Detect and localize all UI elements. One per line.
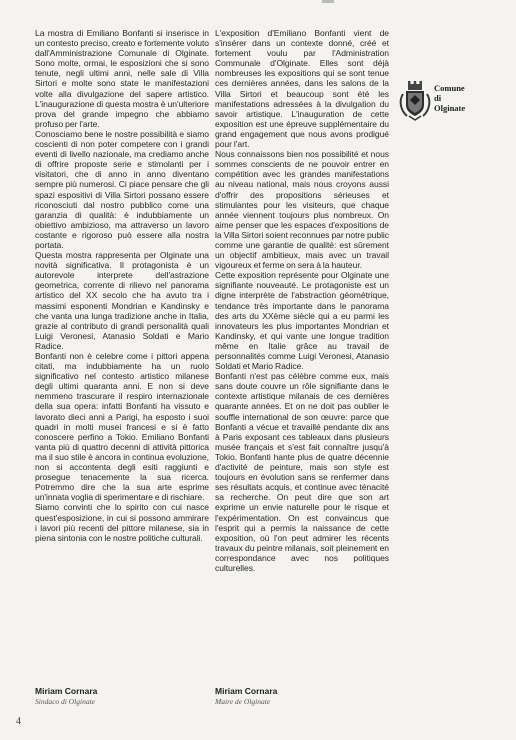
comune-line-2: di (434, 93, 442, 103)
page-number: 4 (16, 716, 21, 727)
french-signature (215, 686, 277, 706)
french-paragraph-1: L'exposition d'Emiliano Bonfanti vient de s'insérer dans un contexte donné, créé et fortement voulu par l'Administration Communale d'Olginate. Elles sont déjà nombreuses les expositions qui se sont tenue ces dernières années, dans les salons de la Villa Sirtori et beaucoup sont été les manifestations adressées à la divulgation du savoir artistique. L'inauguration de cette exposition est une épreuve supplémentaire du grand engagement que nous avons prodigué pour l'art. (215, 28, 389, 150)
signature-name: Miriam Cornara (215, 686, 278, 696)
french-paragraph-3: Cette exposition représente pour Olginate une signifiante nouveauté. Le protagoniste est un digne interprète de l'abstraction géométrique, tendance très importante dans le panorama des arts du XXème siècle qui a eu parmi les innovateurs les plus importantes Mondrian et Kandinsky, et qui vante une longue tradition même en Italie grâce au travail de personnalités comme Luigi Veronesi, Atanasio Soldati et Mario Radice. (215, 270, 389, 372)
coat-of-arms-icon (398, 80, 432, 122)
italian-paragraph-5: Siamo convinti che lo spirito con cui nasce quest'esposizione, in cui si possono ammirare i lavori più recenti del pittore milanese, sia in piena sintonia con le nostre politiche culturali. (35, 502, 209, 543)
comune-logo (398, 80, 465, 122)
italian-paragraph-1: La mostra di Emiliano Bonfanti si inserisce in un contesto preciso, creato e fortemente voluto dall'Amministrazione Comunale di Olginate. Sono molte, ormai, le esposizioni che si sono tenute, negli ultimi anni, nelle sale di Villa Sirtori e molte sono state le manifestazioni volte alla divulgazione del sapere artistico. L'inaugurazione di questa mostra è un'ulteriore prova del grande impegno che abbiamo profuso per l'arte. (35, 28, 210, 129)
italian-paragraph-3: Questa mostra rappresenta per Olginate una novità significativa. Il protagonista è un autorevole interprete dell'astrazione geometrica, corrente di rilievo nel panorama artistico del XX secolo che ha avuto tra i massimi esponenti Mondrian e Kandinsky e che vanta una lunga tradizione anche in Italia, grazie al contributo di grandi personalità quali Luigi Veronesi, Atanasio Soldati e Mario Radice. (35, 250, 209, 351)
french-paragraph-4: Bonfanti n'est pas célèbre comme eux, mais sans doute couvre un rôle signifiante dans le contexte artistique milanais de ces dernières quarante années. Et on ne doit pas oublier le souffle international de son œuvre: parce que Bonfanti a vécue et travaillé pendante dix ans à Paris exposant ces tableaux dans plusieurs musée français et s'est fait connaître jusqu'à Tokio. Bonfanti hante plus de quatre décennie d'activité de peinture, mais son style est toujours en évolution sans se renfermer dans ses résultats acquis, et continue avec ténacité sa recherche. On peut dire que son art exprime un envie naturelle pour le risque et l'expérimentation. On est convaincus que l'esprit qui a permis la naissance de cette exposition, où l'on peut admirer les récents travaux du peintre milanais, soit pleinement en correspondance avec nos politiques culturelles. (215, 371, 389, 573)
french-paragraph-2: Nous connaissons bien nos possibilité et nous sommes conscients de ne pouvoir entrer en compétition avec les grandes manifestations au niveau national, mais nous croyons aussi d'offrir des propositions sérieuses et stimulantes pour les visiteurs, que chaque année viennent toujours plus nombreux. On aime penser que les espaces d'expositions de la Villa Sirtori soient reconnues par notre public comme une garantie de qualité: est sûrement un objectif ambitieux, mais avec un travail vigoureux et ferme on sera à la hauteur. (215, 149, 389, 271)
signature-role: Maire de Olginate (215, 697, 271, 706)
scan-mark (322, 0, 334, 3)
french-column (215, 28, 389, 573)
italian-column (35, 28, 209, 543)
italian-paragraph-2: Conosciamo bene le nostre possibilità e siamo coscienti di non poter competere con i grandi eventi di livello nazionale, ma crediamo anche di offrire proposte serie e stimolanti per i visitatori, che di anno in anno diventano sempre più numerosi. Ci piace pensare che gli spazi espositivi di Villa Sirtori possano essere riconosciuti dal nostro pubblico come una garanzia di qualità: è indubbiamente un obiettivo ambizioso, ma attraverso un lavoro costante e rigoroso può essere alla nostra portata. (35, 128, 209, 250)
italian-signature (35, 686, 97, 706)
signature-role: Sindaco di Olginate (35, 697, 95, 706)
comune-line-1: Comune (434, 83, 465, 93)
signature-name: Miriam Cornara (35, 686, 98, 696)
comune-line-3: Olginate (434, 103, 466, 113)
italian-paragraph-4: Bonfanti non è celebre come i pittori appena citati, ma indubbiamente ha un ruolo significativo nel contesto artistico milanese degli ultimi quaranta anni. E non si deve nemmeno trascurare il respiro internazionale della sua opera: infatti Bonfanti ha vissuto e lavorato dieci anni a Parigi, ha esposto i suoi quadri in molti musei francesi e si è fatto conoscere perfino a Tokio. Emiliano Bonfanti vanta più di quattro decenni di attività pittorica ma il suo stile è ancora in continua evoluzione, non si accontenta degli esiti raggiunti e prosegue tenacemente la sua ricerca. Potremmo dire che la sua arte esprime un'innata voglia di sperimentare e di rischiare. (35, 351, 209, 503)
comune-name (434, 83, 465, 113)
